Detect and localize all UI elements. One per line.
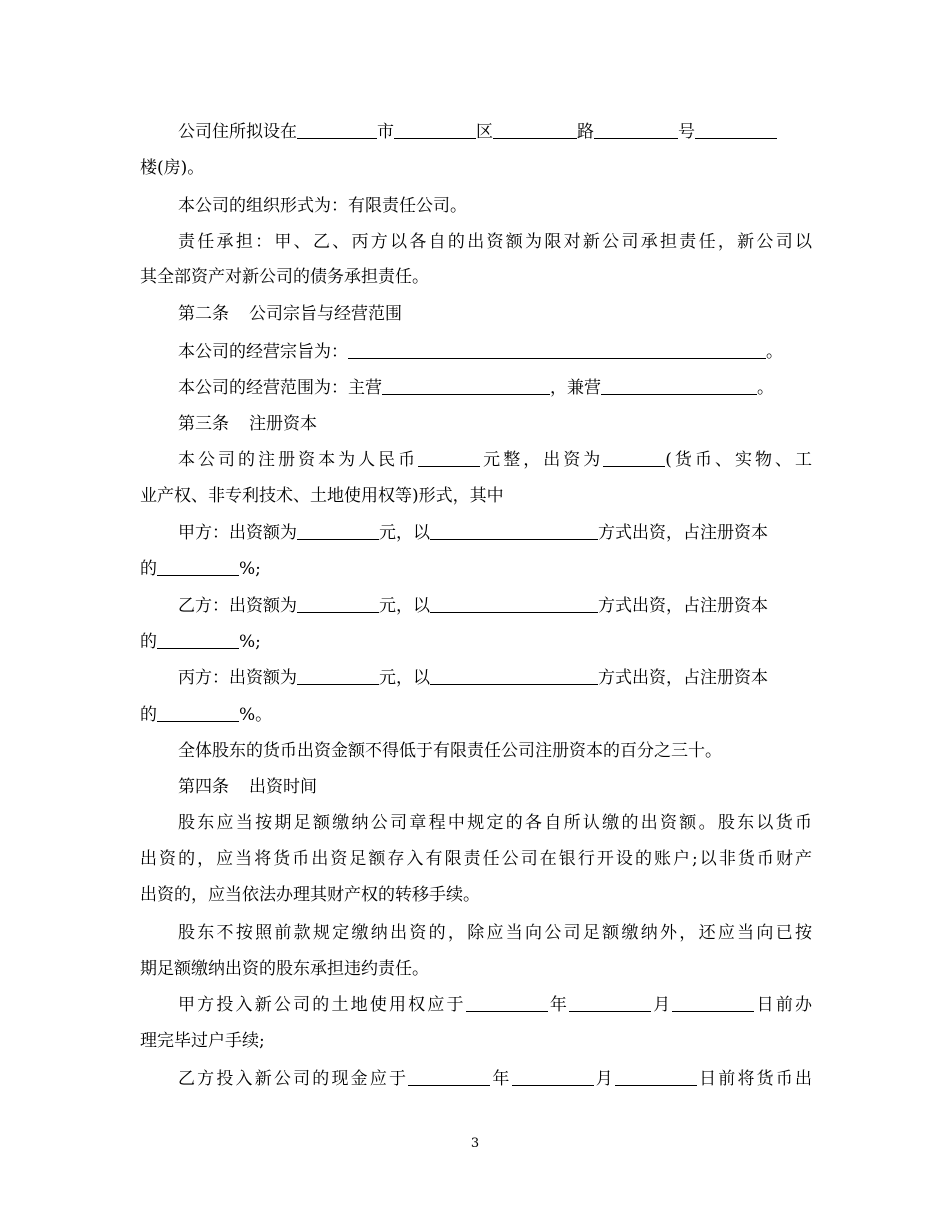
blank-field <box>382 378 550 395</box>
blank-field <box>672 995 754 1012</box>
text: 乙方：出资额为 <box>178 596 297 616</box>
text: 路 <box>577 122 594 142</box>
text: 甲方投入新公司的土地使用权应于 <box>178 995 466 1015</box>
text: 元，以 <box>379 523 430 543</box>
blank-field <box>603 450 665 467</box>
text: 乙方投入新公司的现金应于 <box>178 1069 409 1089</box>
text: 元，以 <box>379 668 430 688</box>
article-number: 第三条 <box>178 414 229 434</box>
blank-field <box>430 668 598 685</box>
paragraph-line <box>140 704 812 726</box>
text: 元，以 <box>379 596 430 616</box>
text: %; <box>239 632 261 652</box>
paragraph-line: 期足额缴纳出资的股东承担违约责任。 <box>140 959 429 979</box>
text: 甲方：出资额为 <box>178 523 297 543</box>
text: 方式出资，占注册资本 <box>598 523 768 543</box>
text: 本公司的经营宗旨为： <box>178 342 348 362</box>
text: 区 <box>476 122 493 142</box>
paragraph-line: 股东不按照前款规定缴纳出资的，除应当向公司足额缴纳外，还应当向已按 <box>178 923 812 943</box>
blank-field <box>157 559 239 576</box>
paragraph-party-b <box>178 595 812 617</box>
paragraph-land-transfer <box>178 994 812 1016</box>
paragraph-scope <box>178 377 812 399</box>
paragraph-line: 全体股东的货币出资金额不得低于有限责任公司注册资本的百分之三十。 <box>178 741 722 761</box>
text: 。 <box>766 342 783 362</box>
paragraph-party-a <box>178 522 812 544</box>
blank-field <box>297 668 379 685</box>
paragraph-address <box>178 121 812 143</box>
paragraph-cash-transfer <box>178 1068 812 1090</box>
blank-field <box>394 122 476 139</box>
text: 的 <box>140 632 157 652</box>
text: (货币、实物、工 <box>665 450 813 470</box>
blank-field <box>493 122 577 139</box>
blank-field <box>297 122 377 139</box>
blank-field <box>601 378 757 395</box>
paragraph-party-c <box>178 667 812 689</box>
text: %。 <box>239 705 273 725</box>
page-number: 3 <box>470 1136 480 1151</box>
article-title: 公司宗旨与经营范围 <box>249 304 402 324</box>
text: 号 <box>678 122 695 142</box>
text: 市 <box>377 122 394 142</box>
blank-field <box>157 632 239 649</box>
article-title: 出资时间 <box>249 777 317 797</box>
text: 元整，出资为 <box>480 450 604 470</box>
paragraph-line: 本公司的组织形式为：有限责任公司。 <box>178 196 467 216</box>
article-number: 第四条 <box>178 777 229 797</box>
article-number: 第二条 <box>178 304 229 324</box>
blank-field <box>594 122 678 139</box>
article-heading <box>178 413 812 435</box>
paragraph-line: 出资的，应当依法办理其财产权的转移手续。 <box>140 885 480 905</box>
paragraph-line: 业产权、非专利技术、土地使用权等)形式，其中 <box>140 486 504 506</box>
text: 月 <box>651 995 673 1015</box>
paragraph-line <box>140 631 812 653</box>
blank-field <box>695 122 777 139</box>
blank-field <box>466 995 548 1012</box>
text: 。 <box>757 378 774 398</box>
paragraph-line: 理完毕过户手续; <box>140 1031 265 1051</box>
article-title: 注册资本 <box>249 414 317 434</box>
text: 月 <box>593 1069 615 1089</box>
text: 公司住所拟设在 <box>178 122 297 142</box>
text: 方式出资，占注册资本 <box>598 596 768 616</box>
blank-field <box>348 342 766 359</box>
blank-field <box>615 1069 697 1086</box>
text: 本公司的注册资本为人民币 <box>178 450 419 470</box>
paragraph-purpose <box>178 341 812 363</box>
blank-field <box>408 1069 490 1086</box>
paragraph-line <box>140 558 812 580</box>
text: 年 <box>547 995 570 1015</box>
blank-field <box>297 523 379 540</box>
blank-field <box>430 523 598 540</box>
paragraph-line: 股东应当按期足额缴纳公司章程中规定的各自所认缴的出资额。股东以货币 <box>178 813 812 833</box>
blank-field <box>418 450 480 467</box>
text: 日前办 <box>754 995 813 1015</box>
blank-field <box>512 1069 594 1086</box>
paragraph-line: 出资的，应当将货币出资足额存入有限责任公司在银行开设的账户;以非货币财产 <box>140 849 812 869</box>
text: 的 <box>140 559 157 579</box>
text: 日前将货币出 <box>696 1069 813 1089</box>
text: 年 <box>490 1069 512 1089</box>
paragraph-line: 其全部资产对新公司的债务承担责任。 <box>140 267 429 287</box>
article-heading <box>178 303 812 325</box>
text: 本公司的经营范围为：主营 <box>178 378 382 398</box>
article-heading <box>178 776 812 798</box>
blank-field <box>297 596 379 613</box>
text: ，兼营 <box>550 378 601 398</box>
paragraph-line: 责任承担：甲、乙、丙方以各自的出资额为限对新公司承担责任，新公司以 <box>178 232 812 252</box>
text: 方式出资，占注册资本 <box>598 668 768 688</box>
blank-field <box>569 995 651 1012</box>
blank-field <box>430 596 598 613</box>
text: 的 <box>140 705 157 725</box>
paragraph-capital <box>178 449 812 471</box>
text: 丙方：出资额为 <box>178 668 297 688</box>
blank-field <box>157 705 239 722</box>
text: %; <box>239 559 261 579</box>
paragraph-line: 楼(房)。 <box>140 158 205 178</box>
